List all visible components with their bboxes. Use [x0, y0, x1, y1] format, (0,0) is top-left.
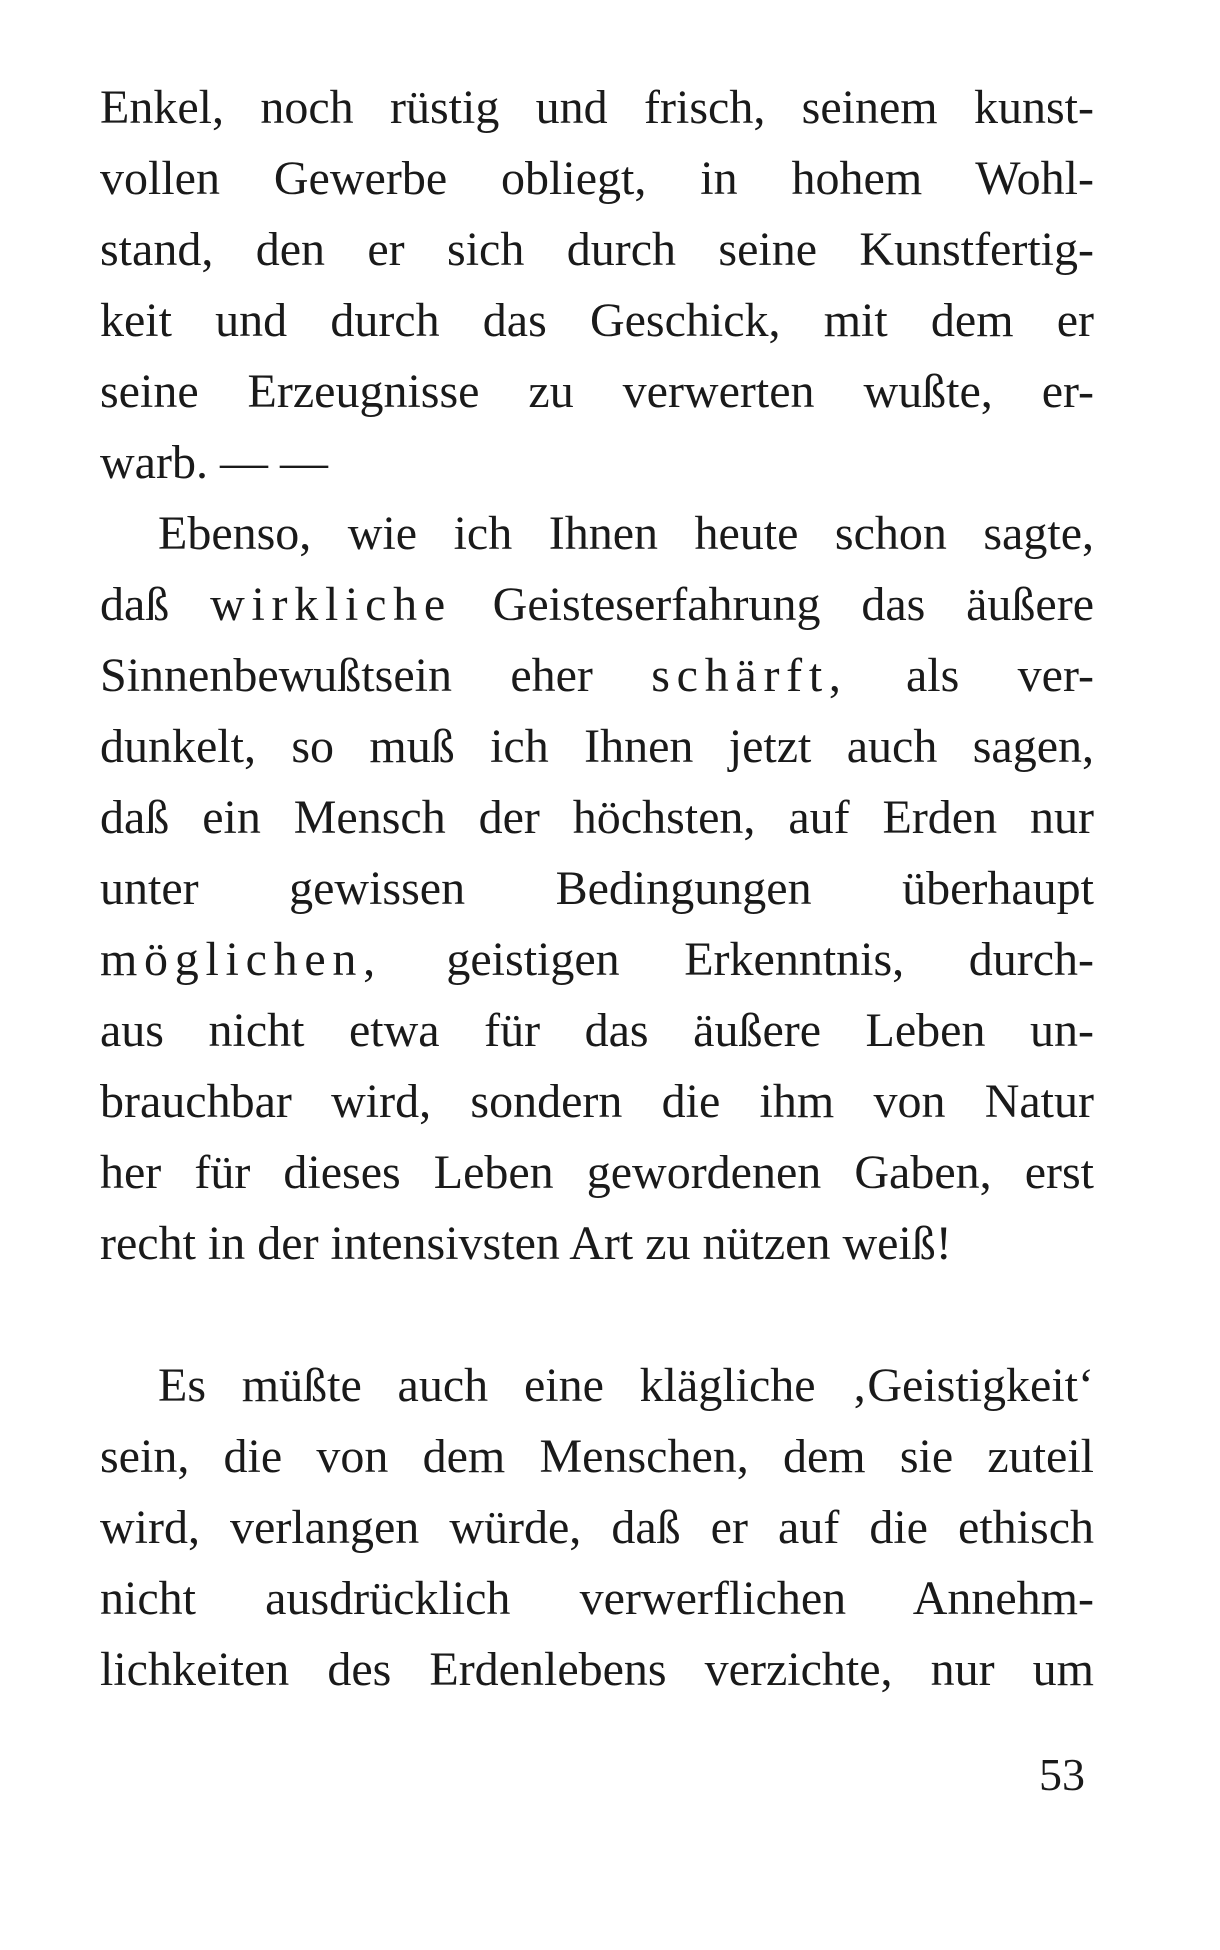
paragraph-1 — [100, 72, 1094, 498]
text-line: vollen Gewerbe obliegt, in hohem Wohl- — [100, 152, 1094, 205]
text-line: dunkelt, so muß ich Ihnen jetzt auch sagen, — [100, 720, 1094, 773]
text-line: nicht ausdrücklich verwerflichen Annehm- — [100, 1572, 1094, 1625]
text-line: brauchbar wird, sondern die ihm von Natur — [100, 1075, 1094, 1128]
text-line: her für dieses Leben gewordenen Gaben, erst — [100, 1146, 1094, 1199]
text-line: Ebenso, wie ich Ihnen heute schon sagte, — [158, 507, 1094, 560]
paragraph-2 — [100, 498, 1094, 1279]
text-line: wird, verlangen würde, daß er auf die ethisch — [100, 1501, 1094, 1554]
text-line: Enkel, noch rüstig und frisch, seinem kunst- — [100, 81, 1094, 134]
text-line: stand, den er sich durch seine Kunstfertig- — [100, 223, 1094, 276]
page-number: 53 — [1039, 1749, 1085, 1800]
text-line: recht in der intensivsten Art zu nützen weiß! — [100, 1217, 952, 1270]
emphasized-word: wirkliche — [210, 578, 452, 631]
text-line: unter gewissen Bedingungen überhaupt — [100, 862, 1094, 915]
emphasized-word: möglichen, — [100, 933, 382, 986]
text-line: möglichen, geistigen Erkenntnis, durch- — [100, 933, 1094, 986]
text-line: daß wirkliche Geisteserfahrung das äußere — [100, 578, 1094, 631]
text-line: sein, die von dem Menschen, dem sie zuteil — [100, 1430, 1094, 1483]
paragraph-3 — [100, 1350, 1094, 1705]
text-line: warb. — — — [100, 436, 328, 489]
text-line: daß ein Mensch der höchsten, auf Erden nur — [100, 791, 1094, 844]
text-line: lichkeiten des Erdenlebens verzichte, nur um — [100, 1643, 1094, 1696]
text-line: Sinnenbewußtsein eher schärft, als ver- — [100, 649, 1094, 702]
text-line: Es müßte auch eine klägliche ‚Geistigkeit‘ — [158, 1359, 1094, 1412]
emphasized-word: schärft, — [651, 649, 848, 702]
text-line: seine Erzeugnisse zu verwerten wußte, er- — [100, 365, 1094, 418]
text-line: aus nicht etwa für das äußere Leben un- — [100, 1004, 1094, 1057]
text-line: keit und durch das Geschick, mit dem er — [100, 294, 1094, 347]
